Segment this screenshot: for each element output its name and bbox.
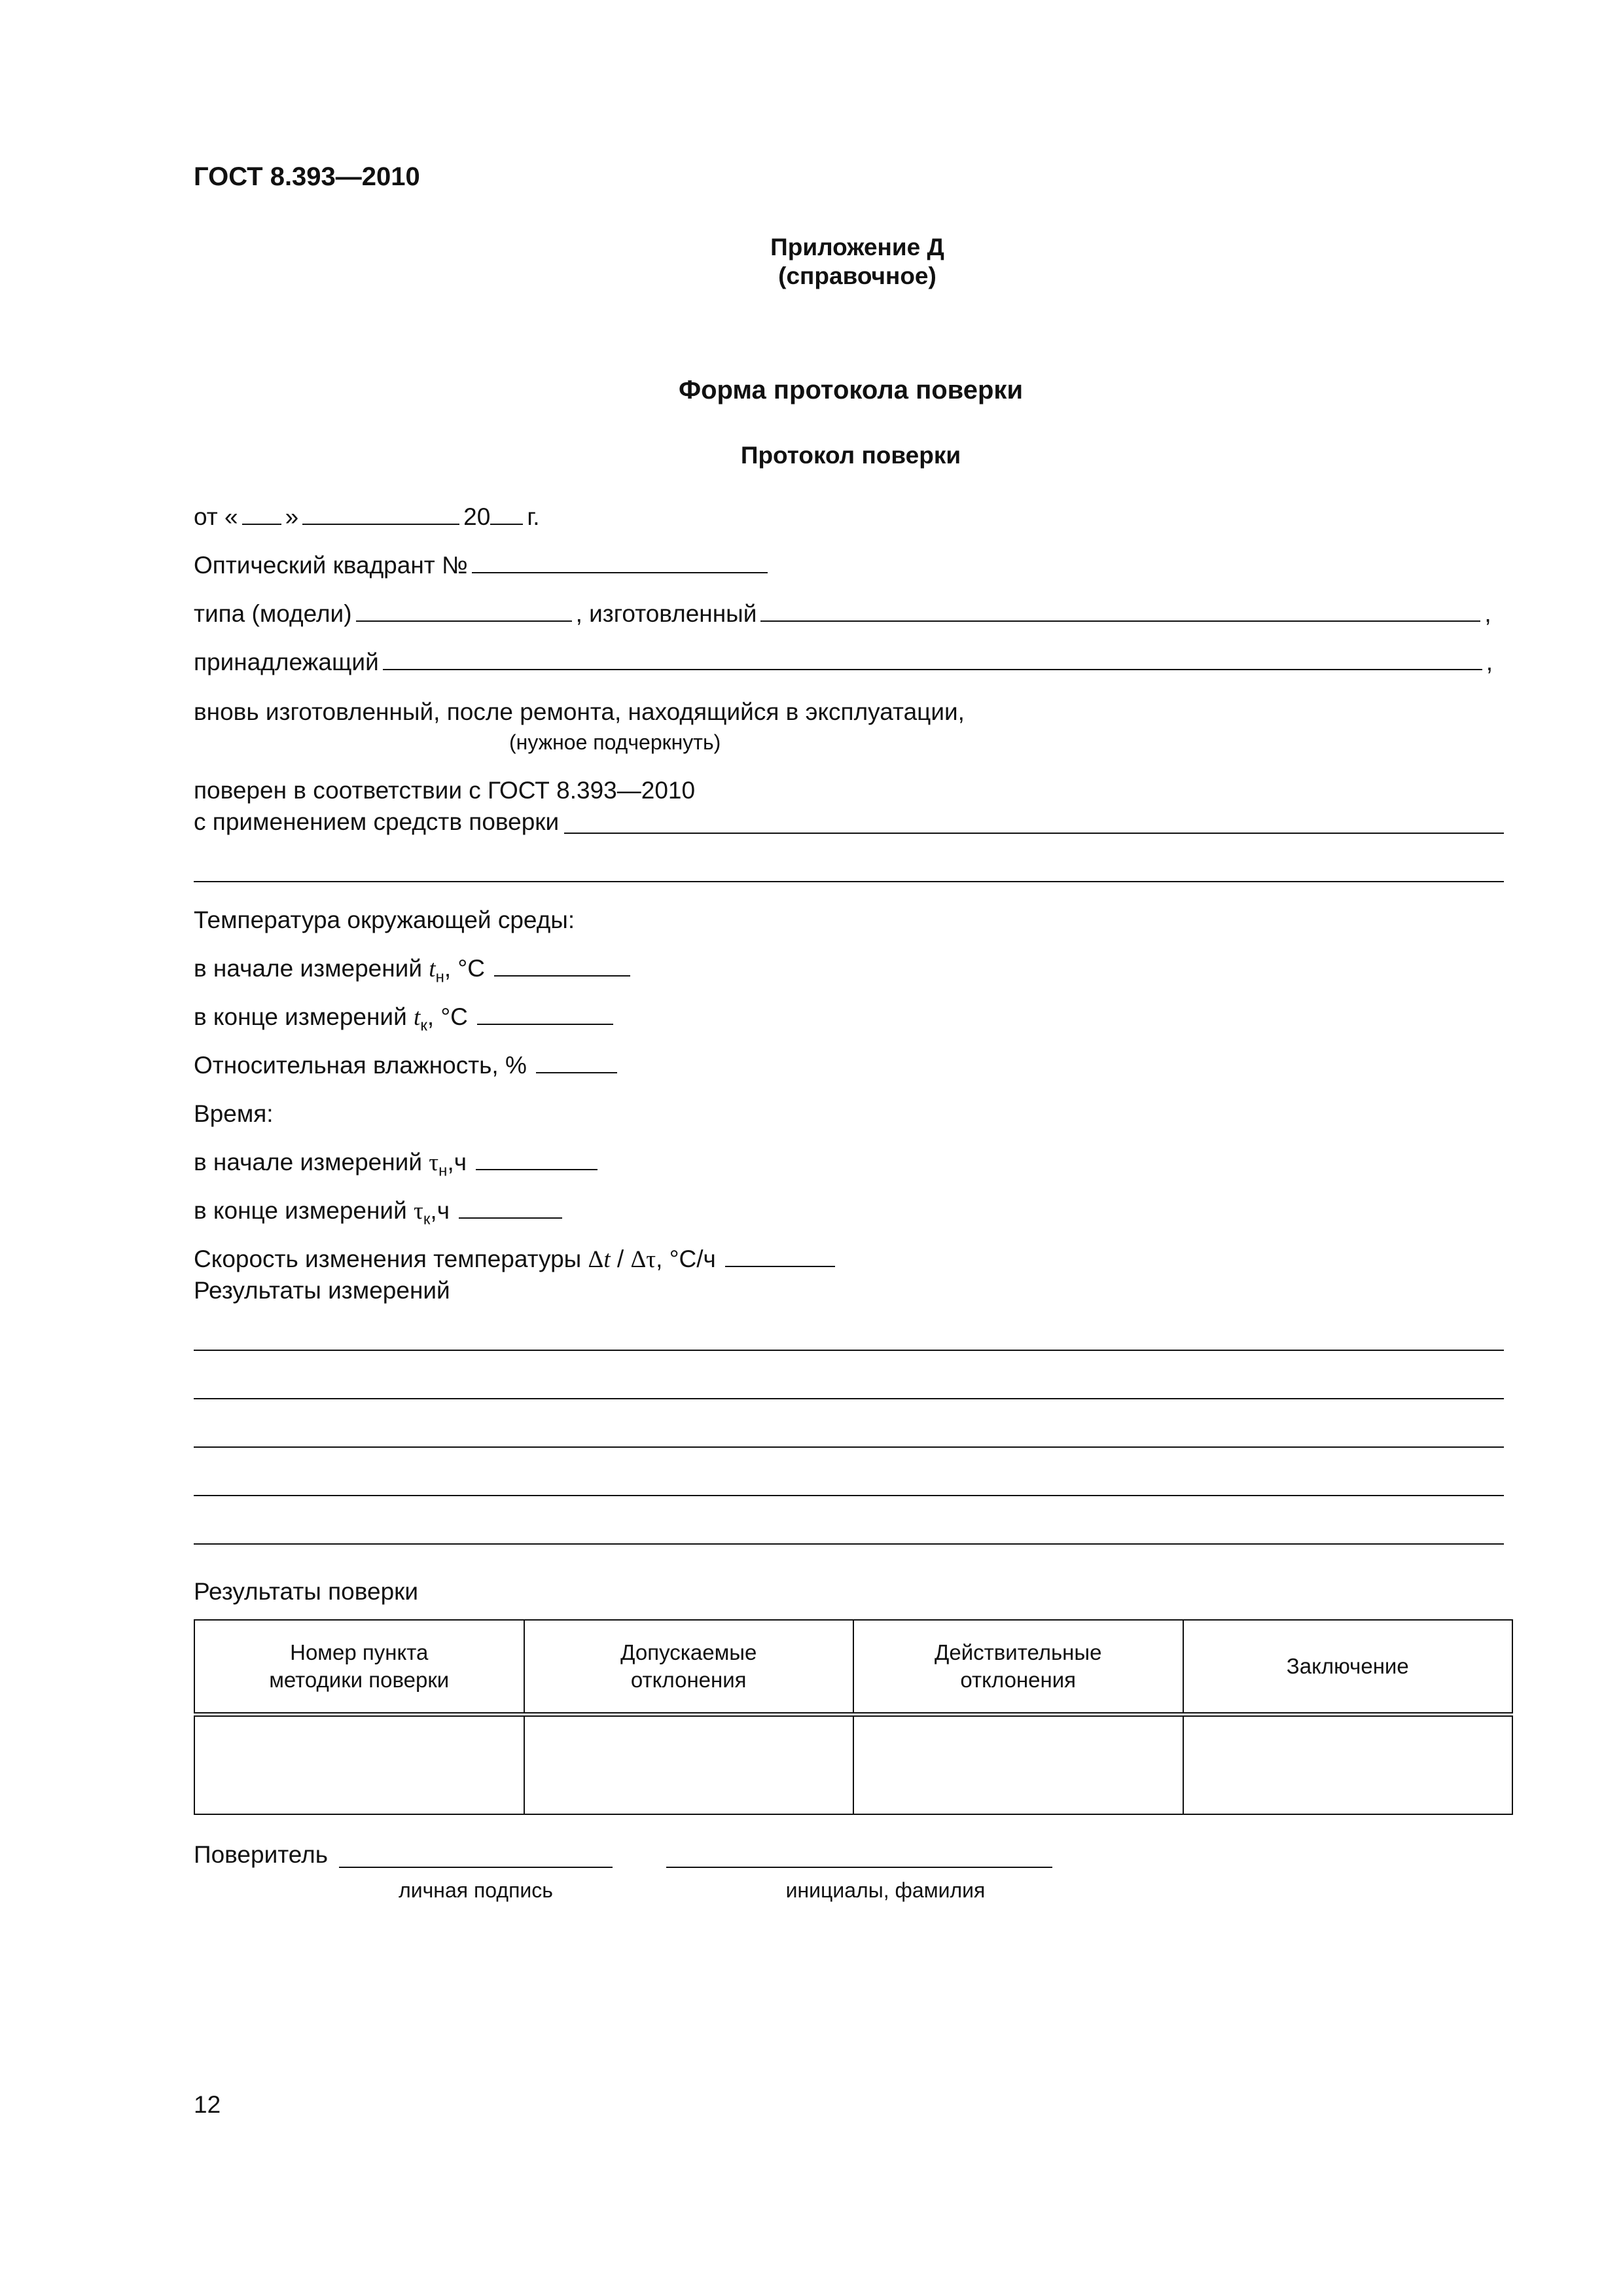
- form-title: Форма протокола поверки: [678, 376, 1024, 404]
- measurement-results-label: Результаты измерений: [194, 1277, 450, 1304]
- ambient-temp-label: Температура окружающей среды:: [194, 906, 575, 933]
- time-start-label: в начале измерений: [194, 1149, 423, 1175]
- temp-end-field[interactable]: [477, 1024, 613, 1025]
- rate-delta-tau: Δτ: [630, 1246, 656, 1273]
- table-row: [194, 1715, 1512, 1815]
- verification-means-field[interactable]: [564, 833, 1504, 834]
- time-variable: τ: [429, 1149, 439, 1176]
- temp-subscript: к: [420, 1016, 427, 1035]
- document-number: ГОСТ 8.393—2010: [194, 162, 420, 191]
- temp-start-field[interactable]: [494, 975, 630, 977]
- table-cell[interactable]: [524, 1715, 854, 1815]
- delta-symbol: Δ: [588, 1246, 604, 1273]
- verification-means-field-2[interactable]: [194, 881, 1504, 882]
- temp-end-line: [194, 1003, 617, 1035]
- column-header-conclusion: Заключение: [1183, 1620, 1513, 1715]
- temp-variable: t: [429, 956, 436, 982]
- measurement-results-line[interactable]: [194, 1543, 1504, 1545]
- underline-note: (нужное подчеркнуть): [509, 730, 721, 754]
- signature-field[interactable]: [339, 1867, 613, 1868]
- appendix-type: (справочное): [778, 262, 936, 289]
- time-end-field[interactable]: [459, 1217, 562, 1219]
- temp-subscript: н: [435, 968, 444, 986]
- verifier-label: Поверитель: [194, 1841, 328, 1868]
- rate-slash: /: [616, 1246, 624, 1272]
- measurement-results-line[interactable]: [194, 1350, 1504, 1351]
- column-header-allowed: Допускаемые отклонения: [524, 1620, 854, 1715]
- verified-per: поверен в соответствии с ГОСТ 8.393—2010: [194, 777, 696, 804]
- owner-label: принадлежащий: [194, 649, 379, 675]
- trailing-comma: ,: [1486, 649, 1493, 675]
- time-end-line: [194, 1196, 566, 1229]
- results-table: [194, 1619, 1513, 1815]
- measurement-results-line[interactable]: [194, 1446, 1504, 1448]
- status-options: вновь изготовленный, после ремонта, находящийся в эксплуатации,: [194, 698, 965, 725]
- table-cell[interactable]: [194, 1715, 524, 1815]
- column-header-item: Номер пункта методики поверки: [194, 1620, 524, 1715]
- manufacturer-field[interactable]: [760, 620, 1480, 622]
- type-model-field[interactable]: [356, 620, 572, 622]
- time-unit: ,ч: [447, 1149, 467, 1175]
- time-start-field[interactable]: [476, 1169, 597, 1170]
- measurement-results-line[interactable]: [194, 1495, 1504, 1496]
- appendix-title: Приложение Д: [770, 234, 944, 260]
- rate-variable: t: [603, 1246, 611, 1273]
- temp-variable: t: [414, 1004, 421, 1031]
- year-prefix: 20: [463, 503, 491, 530]
- month-field[interactable]: [302, 524, 459, 525]
- signature-caption: личная подпись: [399, 1878, 553, 1902]
- temp-unit: , °С: [427, 1003, 468, 1030]
- quadrant-line: [194, 551, 772, 580]
- date-line: [194, 503, 540, 531]
- time-end-label: в конце измерений: [194, 1197, 407, 1224]
- measurement-results-line[interactable]: [194, 1398, 1504, 1399]
- protocol-title: Протокол поверки: [740, 442, 961, 469]
- rate-line: [194, 1245, 839, 1274]
- time-label: Время:: [194, 1100, 274, 1127]
- name-field[interactable]: [666, 1867, 1052, 1868]
- owner-field[interactable]: [383, 669, 1482, 670]
- year-field[interactable]: [490, 524, 523, 525]
- type-model-label: типа (модели): [194, 600, 352, 627]
- table-cell[interactable]: [1183, 1715, 1513, 1815]
- rate-label: Скорость изменения температуры: [194, 1246, 582, 1272]
- time-variable: τ: [414, 1198, 423, 1225]
- page-number: 12: [194, 2091, 221, 2118]
- time-subscript: к: [423, 1210, 431, 1229]
- rate-unit: , °С/ч: [656, 1246, 716, 1272]
- temp-start-label: в начале измерений: [194, 955, 423, 982]
- rate-field[interactable]: [725, 1266, 835, 1267]
- verification-results-label: Результаты поверки: [194, 1578, 419, 1605]
- table-cell[interactable]: [853, 1715, 1183, 1815]
- date-mid: »: [285, 503, 299, 530]
- manufactured-label: , изготовленный: [575, 600, 757, 627]
- verification-means-label: с применением средств поверки: [194, 808, 560, 835]
- time-unit: ,ч: [430, 1197, 450, 1224]
- owner-line: [194, 648, 1493, 677]
- quadrant-label: Оптический квадрант №: [194, 552, 468, 579]
- date-suffix: г.: [527, 503, 540, 530]
- quadrant-number-field[interactable]: [472, 572, 768, 573]
- name-caption: инициалы, фамилия: [785, 1878, 986, 1902]
- time-subscript: н: [438, 1162, 448, 1180]
- humidity-line: [194, 1051, 621, 1080]
- day-field[interactable]: [242, 524, 281, 525]
- column-header-actual: Действительные отклонения: [853, 1620, 1183, 1715]
- temp-start-line: [194, 954, 634, 984]
- trailing-comma: ,: [1484, 600, 1491, 627]
- temp-unit: , °С: [444, 955, 485, 982]
- date-prefix: от «: [194, 503, 238, 530]
- temp-end-label: в конце измерений: [194, 1003, 407, 1030]
- type-line: [194, 600, 1491, 628]
- time-start-line: [194, 1148, 601, 1180]
- humidity-field[interactable]: [536, 1072, 617, 1073]
- humidity-label: Относительная влажность, %: [194, 1052, 527, 1079]
